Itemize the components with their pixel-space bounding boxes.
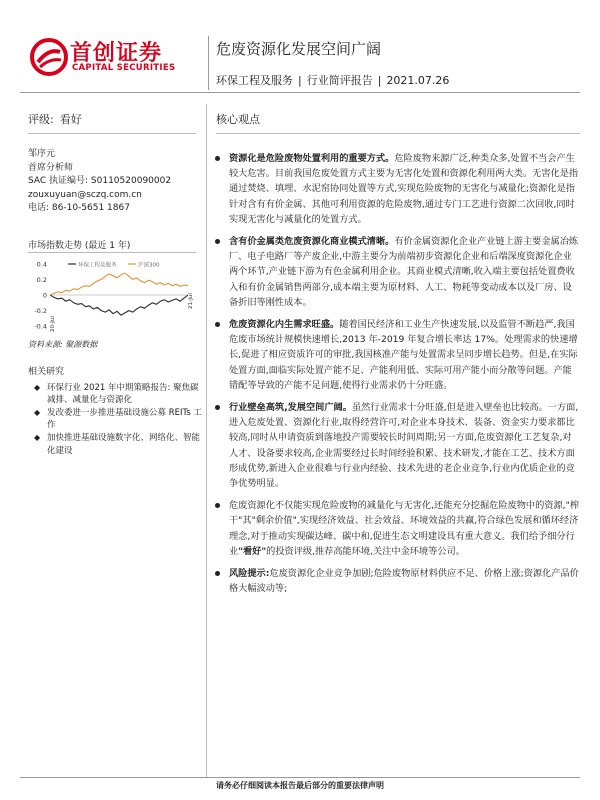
market-index-chart	[28, 256, 196, 336]
related-research	[28, 366, 206, 457]
risk-warning-text: 危废资源化企业竞争加剧;危险废物原材料供应不足、价格上涨;资源化产品价格大幅波动等;	[229, 568, 579, 595]
header-rule	[20, 92, 580, 93]
x-start-label: 20-Jul	[50, 316, 56, 332]
core-view-lead: 资源化是危险废物处置利用的重要方式。	[229, 153, 395, 164]
risk-warning-label: 风险提示:	[229, 568, 270, 580]
related-research-item[interactable]: ◆ 发改委进一步推进基础设施公募 REITs 工作	[34, 407, 202, 431]
y-tick-label: 0.2	[36, 275, 47, 284]
y-tick-label: -0.2	[34, 307, 47, 316]
series-line-env-engineering	[50, 295, 188, 315]
bullet-dot-icon	[215, 503, 220, 508]
related-research-item[interactable]: ◆ 环保行业 2021 年中期策略报告: 聚焦碳减排、减量化与资源化	[34, 382, 199, 406]
chart-rule	[28, 252, 196, 253]
chart-source: 资料来源: 聚源数据	[28, 340, 98, 349]
report-type: 行业简评报告	[306, 74, 373, 87]
report-title: 危废资源化发展空间广阔	[216, 40, 382, 58]
company-logo	[30, 36, 210, 76]
core-view-highlight: "看好"	[238, 545, 267, 557]
legend-label: 环保工程及服务	[78, 262, 117, 269]
core-view-text: 有价金属资源化企业产业链上游主要金属冶炼厂、电子电路厂等产废企业,中游主要分为前端初步资源化企业和后端深度资源化企业两个环节,产业链下游为有色金属利用企业。其商业模式清晰,收入端主要包括处置费收入和有价金属销售两部分,成本端主要为原材料、人工、物耗等变动成本以及厂房、设备折旧等刚性成本。	[229, 236, 579, 308]
rating-value: 看好	[59, 113, 82, 126]
y-tick-label: 0.4	[36, 260, 47, 269]
y-tick-label: -0.4	[34, 322, 47, 331]
core-view-item	[212, 400, 580, 491]
bullet-dot-icon	[215, 571, 220, 576]
subtitle-separator: |	[298, 74, 302, 87]
analyst-name: 邹序元	[28, 149, 56, 159]
core-view-lead: 行业壁垒高筑,发展空间广阔。	[229, 402, 352, 414]
report-sector: 环保工程及服务	[216, 74, 293, 87]
analyst-info	[28, 148, 171, 216]
core-view-list	[212, 151, 580, 603]
logo-text-en: CAPITAL SECURITIES	[72, 63, 176, 73]
capital-securities-logo-icon	[30, 38, 68, 76]
core-view-item	[212, 151, 580, 227]
rating-rule	[28, 133, 196, 134]
bullet-dot-icon	[215, 156, 220, 161]
analyst-email[interactable]: zouxuyuan@sczq.com.cn	[28, 189, 142, 200]
subtitle-separator: |	[377, 74, 382, 87]
core-view-text: 随着国民经济和工业生产快速发展,以及监管不断趋严,我国危废市场统计规模快速增长,2013 年-2019 年复合增长率达 17%。处理需求的快速增长,促进了相应资质许可的审批,我国核准产能与处置需求呈同步增长趋势。但是,在实际处置方面,面临实际处置产能不足、产能利用低、实际可用产能小而分散等问题。产能错配等导致的产能不足问题,使得行业需求仍十分旺盛。	[229, 319, 578, 391]
core-view-rule	[216, 133, 580, 134]
footer-rule	[20, 777, 580, 778]
footer-disclaimer: 请务必仔细阅读本报告最后部分的重要法律声明	[216, 781, 384, 790]
logo-text-cn: 首创证券	[70, 41, 163, 66]
core-view-item	[212, 317, 580, 393]
analyst-phone: 电话: 86-10-5651 1867	[28, 203, 130, 213]
header-divider	[208, 36, 209, 90]
bullet-dot-icon	[215, 239, 220, 244]
related-research-title: 相关研究	[28, 367, 65, 377]
analyst-sac: SAC 执证编号: S0110520090002	[28, 176, 172, 186]
core-view-text-tail: 的投资评级,推荐高能环境,关注中金环境等公司。	[266, 545, 465, 557]
core-view-text: 危险废物来源广泛,种类众多,处置不当会产生较大危害。目前我国危废处置方式主要为无害化处置和资源化利用两大类。无害化是指通过焚烧、填埋、水泥窑协同处置等方式,实现危险废物的无害化与减量化;资源化是指针对含有有价金属、其他可利用资源的危险废物,通过专门工艺进行资源二次回收,同时实现无害化与减量化的处置方式。	[229, 153, 579, 225]
core-view-lead: 危废资源化内生需求旺盛。	[229, 319, 340, 331]
bullet-dot-icon	[215, 405, 220, 410]
legend-label: 沪深300	[138, 262, 160, 269]
core-view-title: 核心观点	[216, 113, 260, 126]
core-view-lead: 含有价金属类危废资源化商业模式清晰。	[229, 236, 395, 248]
core-view-text: 危废资源化不仅能实现危险废物的减量化与无害化,还能充分挖掘危险废物中的资源,"榨干"其"剩余价值",实现经济效益、社会效益、环境效益的共赢,符合绿色发展和循环经济理念,对于推动实现碳达峰、碳中和,促进生态文明建设具有重大意义。我们给予细分行业	[229, 500, 580, 557]
core-view-item	[212, 498, 580, 559]
x-end-label: 21-Jul	[188, 293, 194, 309]
report-date: 2021.07.26	[386, 74, 450, 87]
rating	[28, 111, 82, 127]
series-line-hs300	[50, 273, 188, 295]
column-divider	[206, 104, 207, 777]
core-view-item	[212, 234, 580, 310]
bullet-dot-icon	[215, 322, 220, 327]
related-research-item[interactable]: ◆ 加快推进基础设施数字化、网络化、智能化建设	[34, 432, 201, 456]
analyst-role: 首席分析师	[28, 162, 74, 173]
bullet-icon: ◆	[34, 407, 41, 417]
bullet-icon: ◆	[34, 432, 41, 442]
core-view-text: 虽然行业需求十分旺盛,但是进入壁垒也比较高。一方面,进入危废处置、资源化行业,取得经营许可,对企业本身技术、装备、资金实力要求都比较高,同时从申请资质到落地投产需要较长时间周期;另一方面,危废资源化工艺复杂,对人才、设备要求较高,企业需要经过长时间经验积累、技术研发,才能在工艺、技术方面形成优势,新进入企业很难与行业内经验、技术先进的老企业竞争,行业内优质企业的竞争优势明显。	[229, 402, 579, 490]
rating-label: 评级:	[28, 113, 54, 126]
core-view-item	[212, 566, 580, 596]
report-subtitle	[216, 72, 449, 88]
y-tick-label: 0	[42, 291, 47, 300]
bullet-icon: ◆	[34, 382, 41, 392]
chart-title: 市场指数走势 (最近 1 年)	[28, 241, 131, 251]
